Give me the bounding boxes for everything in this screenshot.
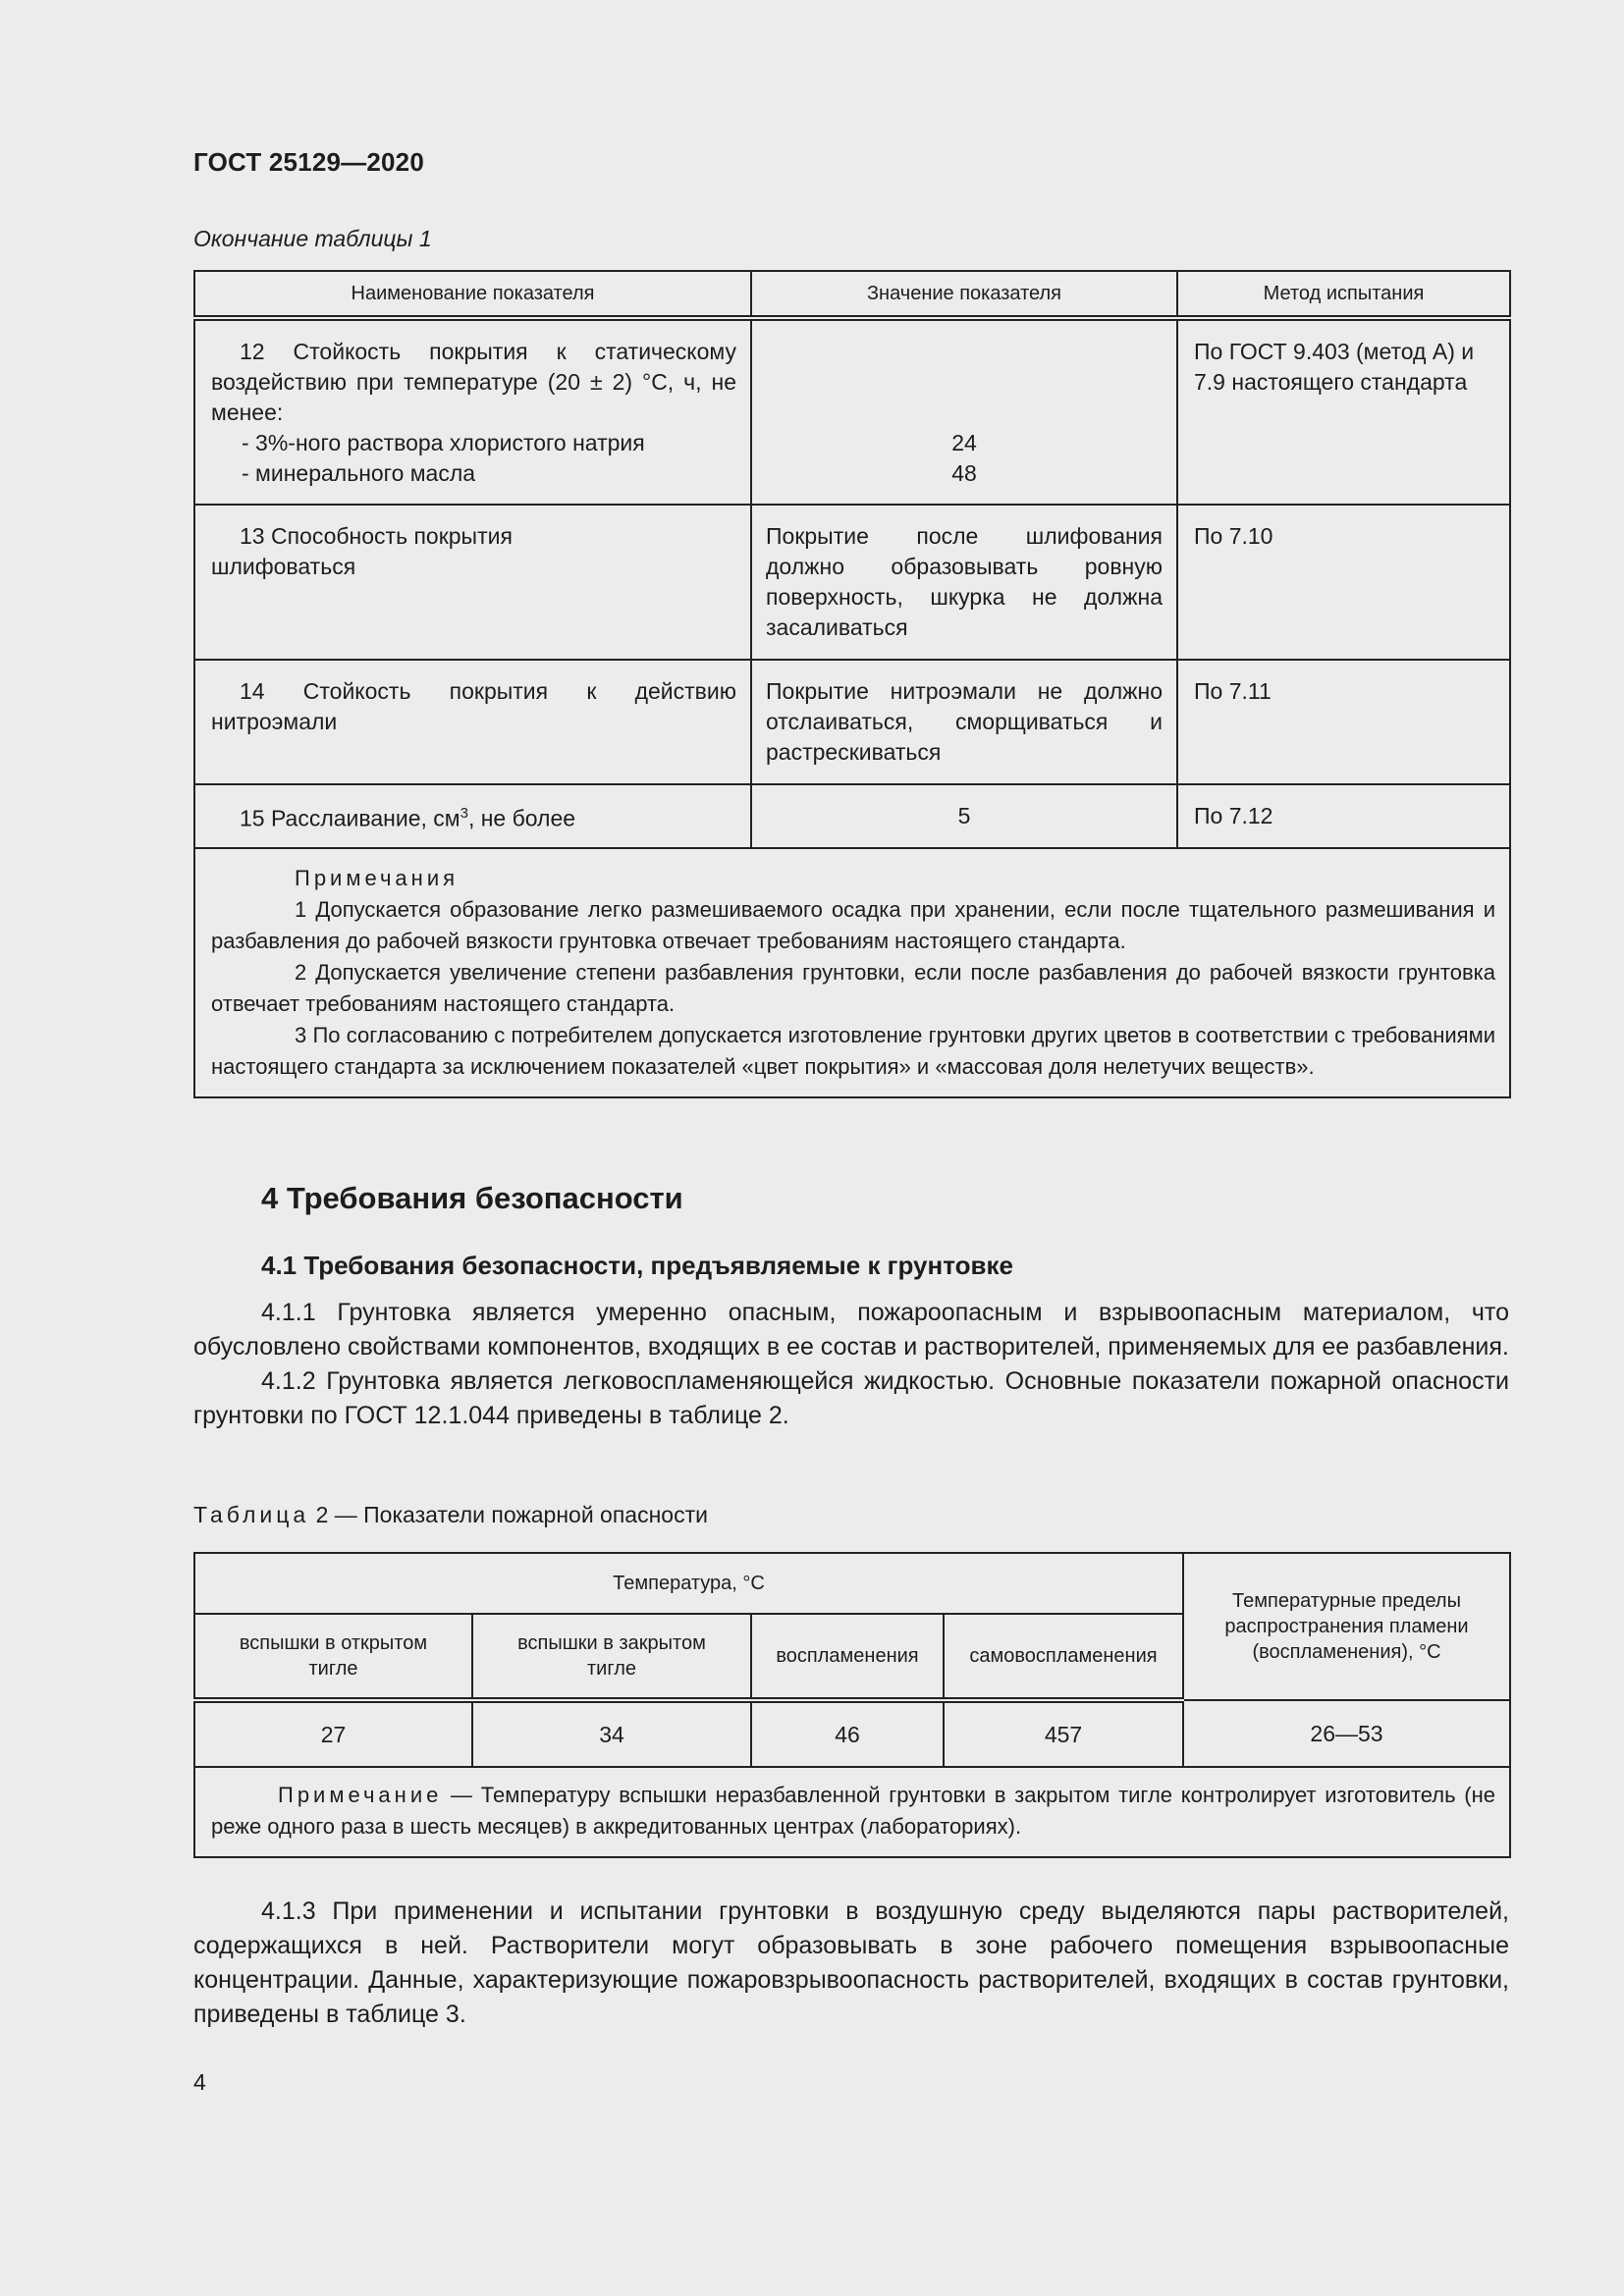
row14-name-cell <box>194 660 751 784</box>
value-flame-limits: 26—53 <box>1183 1700 1510 1767</box>
row15-name <box>211 798 736 834</box>
row14-name: 14 Стойкость покрытия к действию нитроэмали <box>211 678 736 734</box>
paragraph-4-1-1-block <box>193 1296 1509 1433</box>
paragraph-4-1-3: 4.1.3 При применении и испытании грунтовки в воздушную среду выделяются пары растворителей, содержащихся в ней. Растворители могут образовывать в зоне рабочего помещения взрывоопасные концентрации. Данные, характеризующие пожаровзрывоопасность растворителей, входящих в состав грунтовки, приведены в таблице 3. <box>193 1897 1509 2028</box>
row12-value-1: 24 <box>951 430 977 455</box>
column-header-method: Метод испытания <box>1177 271 1510 318</box>
row12-method-cell: По ГОСТ 9.403 (метод А) и 7.9 настоящего стандарта <box>1177 318 1510 505</box>
table-2-note <box>194 1767 1510 1857</box>
table-2-note-text: — Температуру вспышки неразбавленной грунтовки в закрытом тигле контролирует изготовитель (не реже одного раза в шесть месяцев) в аккредитованных центрах (лабораториях). <box>211 1783 1495 1839</box>
row15-method-cell: По 7.12 <box>1177 784 1510 848</box>
notes-title: Примечания <box>295 866 460 890</box>
subsection-heading: 4.1 Требования безопасности, предъявляемые к грунтовке <box>261 1251 1013 1280</box>
row15-value-cell: 5 <box>751 784 1177 848</box>
row14-method-cell: По 7.11 <box>1177 660 1510 784</box>
table-2 <box>193 1552 1511 1858</box>
row15-name-cell <box>194 784 751 848</box>
column-header-value: Значение показателя <box>751 271 1177 318</box>
table-1-notes-row <box>194 848 1510 1097</box>
table-row <box>194 505 1510 660</box>
table-continuation-caption: Окончание таблицы 1 <box>193 226 432 251</box>
row13-value-cell: Покрытие после шлифования должно образовывать ровную поверхность, шкурка не должна засаливаться <box>751 505 1177 660</box>
value-ignition: 46 <box>751 1700 944 1767</box>
table-2-note-row <box>194 1767 1510 1857</box>
paragraph-4-1-2: 4.1.2 Грунтовка является легковоспламеняющейся жидкостью. Основные показатели пожарной опасности грунтовки по ГОСТ 12.1.044 приведены в таблице 2. <box>193 1367 1509 1429</box>
table-1-header-row <box>194 271 1510 318</box>
paragraph-4-1-1: 4.1.1 Грунтовка является умеренно опасным, пожароопасным и взрывоопасным материалом, что обусловлено свойствами компонентов, входящих в ее состав и растворителей, применяемых для ее разбавления. <box>193 1299 1509 1361</box>
table-row <box>194 318 1510 505</box>
row13-name-cell <box>194 505 751 660</box>
row15-name-a: 15 Расслаивание, см <box>240 805 460 831</box>
table-row <box>194 1700 1510 1767</box>
row12-item-1: - 3%-ного раствора хлористого натрия <box>242 430 645 455</box>
value-open-cup: 27 <box>194 1700 472 1767</box>
table-row <box>194 784 1510 848</box>
row12-value-2: 48 <box>951 460 977 486</box>
table-2-header-row-1 <box>194 1553 1510 1614</box>
col-ignition: воспламенения <box>751 1614 944 1700</box>
row13-method-cell: По 7.10 <box>1177 505 1510 660</box>
column-header-name: Наименование показателя <box>194 271 751 318</box>
table-2-caption-label: Таблица <box>193 1502 310 1527</box>
table-2-caption-text: 2 — Показатели пожарной опасности <box>315 1502 708 1527</box>
table-2-note-label: Примечание <box>278 1783 443 1807</box>
note-2: 2 Допускается увеличение степени разбавления грунтовки, если после разбавления до рабочей вязкости грунтовка отвечает требованиям настоящего стандарта. <box>211 960 1495 1016</box>
table-2-caption <box>193 1502 708 1528</box>
row12-name-cell <box>194 318 751 505</box>
table-1 <box>193 270 1511 1098</box>
flame-limits-header: Температурные пределы распространения пламени (воспламенения), °С <box>1183 1553 1510 1700</box>
row12-item-2: - минерального масла <box>242 460 476 486</box>
document-title: ГОСТ 25129—2020 <box>193 147 424 177</box>
table-1-notes <box>194 848 1510 1097</box>
row15-name-b: , не более <box>467 805 576 831</box>
row12-value-cell <box>751 318 1177 505</box>
note-3: 3 По согласованию с потребителем допускается изготовление грунтовки других цветов в соответствии с требованиями настоящего стандарта за исключением показателей «цвет покрытия» и «массовая доля нелетучих веществ». <box>211 1023 1495 1079</box>
row15-name-sup: 3 <box>460 805 468 823</box>
row13-name: 13 Способность покрытия шлифоваться <box>211 523 513 579</box>
col-closed-cup: вспышки в закрытом тигле <box>472 1614 751 1700</box>
value-closed-cup: 34 <box>472 1700 751 1767</box>
value-autoignition: 457 <box>944 1700 1183 1767</box>
col-open-cup: вспышки в открытом тигле <box>194 1614 472 1700</box>
paragraph-4-1-3-block <box>193 1895 1509 2032</box>
table-row <box>194 660 1510 784</box>
temperature-group-header: Температура, °С <box>194 1553 1183 1614</box>
note-1: 1 Допускается образование легко размешиваемого осадка при хранении, если после тщательного размешивания и разбавления до рабочей вязкости грунтовка отвечает требованиям настоящего стандарта. <box>211 897 1495 953</box>
col-autoignition: самовоспламенения <box>944 1614 1183 1700</box>
row14-value-cell: Покрытие нитроэмали не должно отслаиваться, сморщиваться и растрескиваться <box>751 660 1177 784</box>
page-number: 4 <box>193 2069 206 2095</box>
section-heading: 4 Требования безопасности <box>261 1181 683 1215</box>
row12-text: 12 Стойкость покрытия к статическому воздействию при температуре (20 ± 2) °С, ч, не менее: <box>211 339 736 425</box>
